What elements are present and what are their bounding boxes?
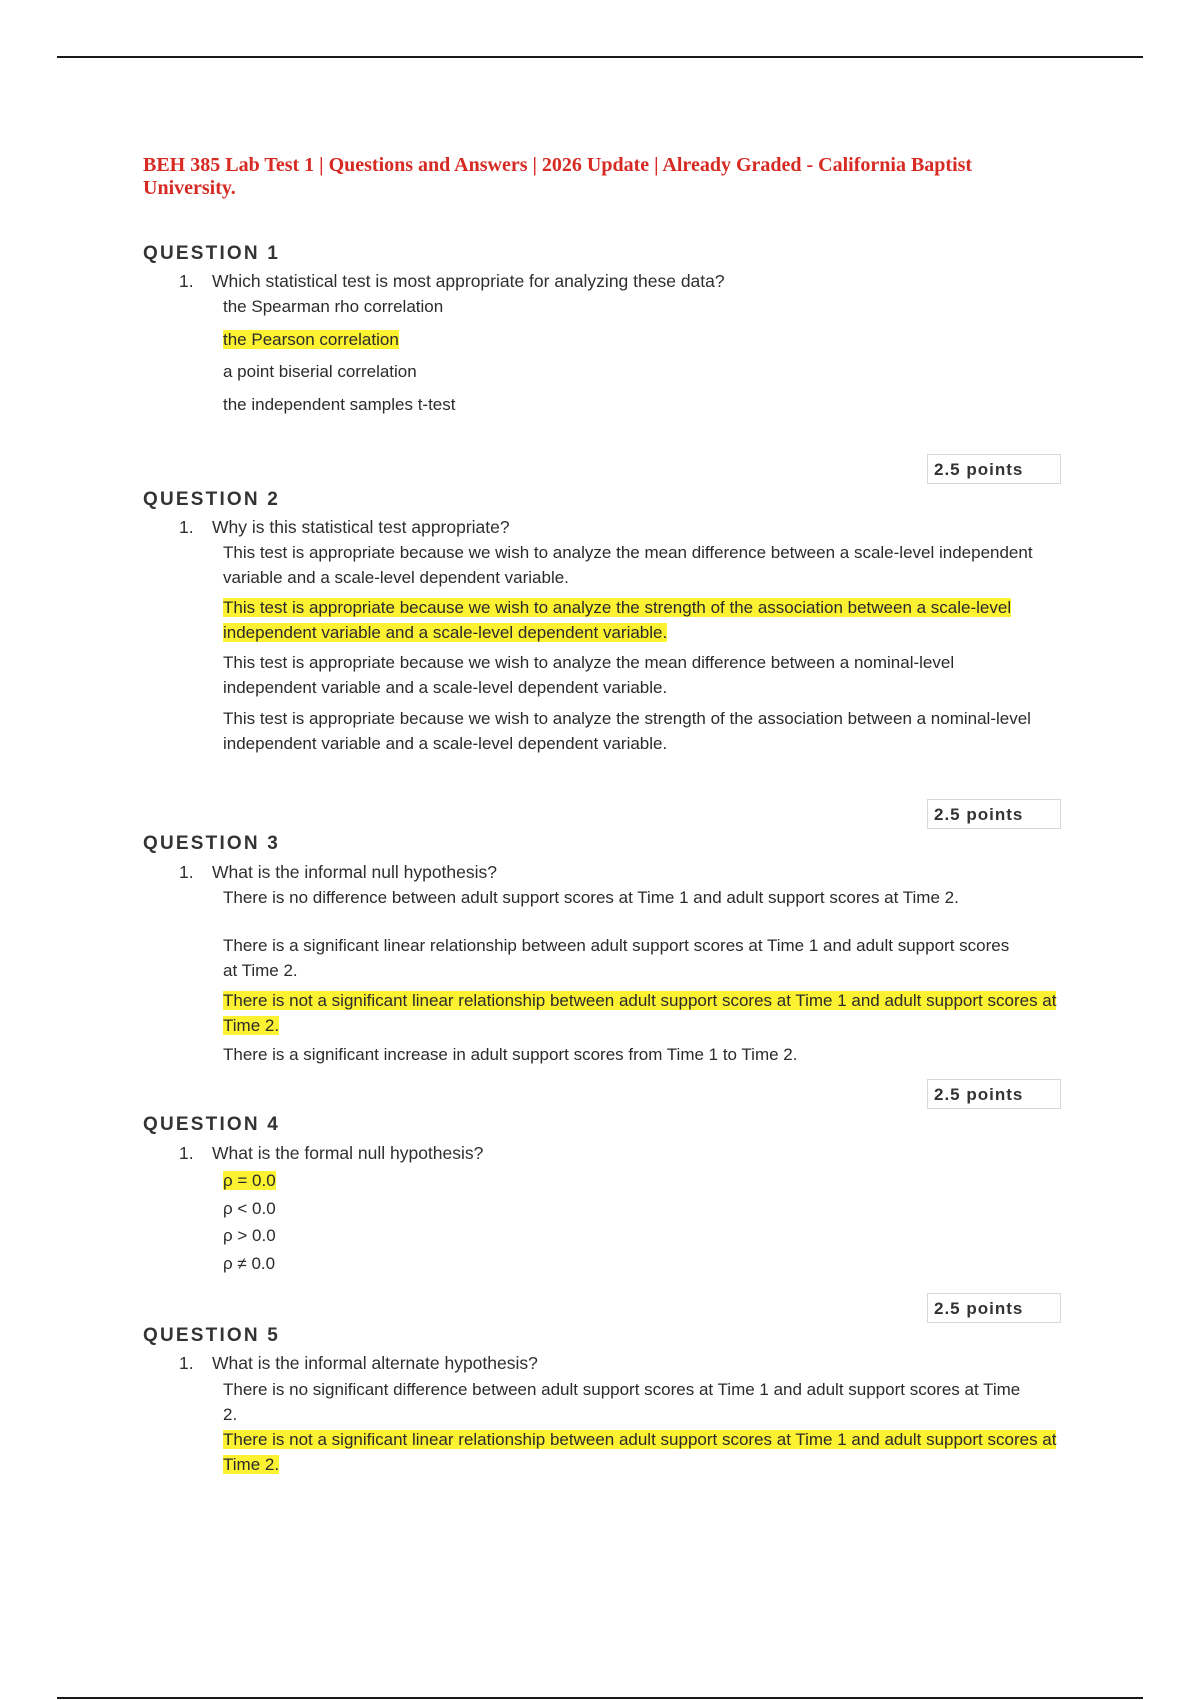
- question-2-option-1: This test is appropriate because we wish to analyze the mean difference between a scale-level independent variable and a scale-level dependent variable.: [223, 543, 1033, 587]
- points-badge: 2.5 points: [927, 799, 1061, 829]
- question-1-heading: QUESTION 1: [143, 243, 281, 264]
- question-4-prompt: [179, 1143, 483, 1164]
- points-badge: 2.5 points: [927, 454, 1061, 484]
- question-2-prompt: [179, 517, 510, 538]
- question-4-option-1: [223, 1168, 276, 1193]
- question-5-heading: QUESTION 5: [143, 1325, 281, 1346]
- question-1-prompt: [179, 271, 725, 292]
- question-3-heading: QUESTION 3: [143, 833, 281, 854]
- question-4-heading: QUESTION 4: [143, 1114, 281, 1135]
- item-number: 1.: [179, 862, 194, 882]
- question-2-option-3: This test is appropriate because we wish to analyze the mean difference between a nominal-level independent variable and a scale-level dependent variable.: [223, 653, 955, 697]
- question-5-option-1: There is no significant difference between adult support scores at Time 1 and adult support scores at Time 2.: [223, 1380, 1021, 1424]
- question-3-prompt: [179, 862, 497, 883]
- question-1-option-2: [223, 327, 399, 352]
- question-1-option-1: the Spearman rho correlation: [223, 297, 444, 316]
- highlighted-answer: There is not a significant linear relationship between adult support scores at Time 1 and adult support scores at Time 2.: [223, 991, 1057, 1035]
- highlighted-answer: There is not a significant linear relationship between adult support scores at Time 1 and adult support scores at Time 2.: [223, 1430, 1057, 1474]
- item-number: 1.: [179, 271, 194, 291]
- highlighted-answer: ρ = 0.0: [223, 1171, 276, 1190]
- points-badge: 2.5 points: [927, 1079, 1061, 1109]
- item-number: 1.: [179, 1143, 194, 1163]
- question-4-option-2: ρ < 0.0: [223, 1199, 276, 1218]
- highlighted-answer: the Pearson correlation: [223, 330, 399, 349]
- question-2-heading: QUESTION 2: [143, 489, 281, 510]
- question-4-option-4: ρ ≠ 0.0: [223, 1254, 276, 1273]
- item-number: 1.: [179, 517, 194, 537]
- question-4-option-3: ρ > 0.0: [223, 1226, 276, 1245]
- question-5-prompt: [179, 1353, 538, 1374]
- top-rule: [57, 56, 1143, 58]
- highlighted-answer: This test is appropriate because we wish to analyze the strength of the association between a scale-level independent variable and a scale-level dependent variable.: [223, 598, 1012, 642]
- question-2-option-4: This test is appropriate because we wish to analyze the strength of the association between a nominal-level independent variable and a scale-level dependent variable.: [223, 709, 1031, 753]
- document-title: BEH 385 Lab Test 1 | Questions and Answers | 2026 Update | Already Graded - California Baptist University.: [143, 154, 973, 199]
- question-3-option-4: There is a significant increase in adult support scores from Time 1 to Time 2.: [223, 1045, 798, 1064]
- prompt-text: Why is this statistical test appropriate?: [212, 517, 510, 537]
- points-badge: 2.5 points: [927, 1293, 1061, 1323]
- prompt-text: What is the informal alternate hypothesis?: [212, 1353, 538, 1373]
- question-3-option-3: [223, 988, 1063, 1038]
- question-1-option-3: a point biserial correlation: [223, 362, 417, 381]
- question-3-option-2: There is a significant linear relationship between adult support scores at Time 1 and adult support scores at Time 2.: [223, 936, 1010, 980]
- item-number: 1.: [179, 1353, 194, 1373]
- bottom-rule: [57, 1697, 1143, 1699]
- prompt-text: What is the informal null hypothesis?: [212, 862, 497, 882]
- prompt-text: Which statistical test is most appropriate for analyzing these data?: [212, 271, 725, 291]
- question-1-option-4: the independent samples t-test: [223, 395, 456, 414]
- prompt-text: What is the formal null hypothesis?: [212, 1143, 484, 1163]
- question-3-option-1: There is no difference between adult support scores at Time 1 and adult support scores at Time 2.: [223, 888, 959, 907]
- question-5-option-2: [223, 1427, 1063, 1477]
- question-2-option-2: [223, 595, 1053, 645]
